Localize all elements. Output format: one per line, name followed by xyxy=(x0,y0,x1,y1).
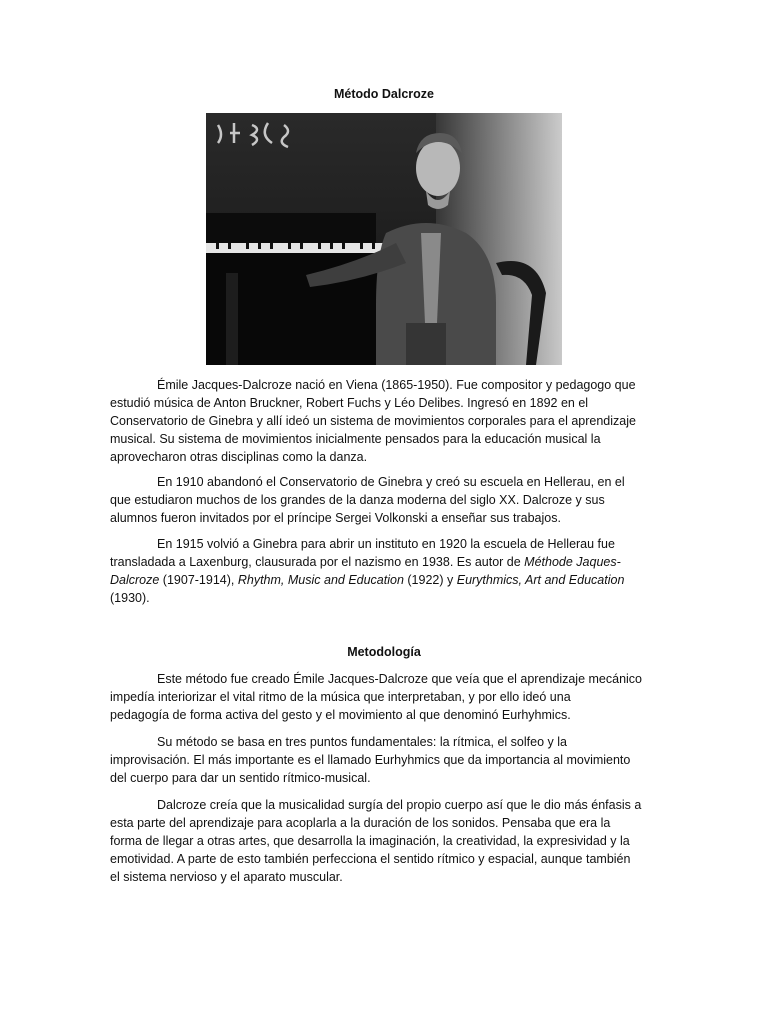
text-line: (1930). xyxy=(110,591,150,605)
text-line: En 1915 volvió a Ginebra para abrir un instituto en 1920 la escuela de Hellerau fue xyxy=(157,537,615,551)
text-line: alumnos fueron invitados por el príncipe Sergei Volkonski a enseñar sus trabajos. xyxy=(110,511,561,525)
section-title: Metodología xyxy=(347,645,421,659)
page-title: Método Dalcroze xyxy=(333,87,434,101)
text-line: que estudiaron muchos de los grandes de la danza moderna del siglo XX. Dalcroze y sus xyxy=(110,493,605,507)
text-line: forma de llegar a otras artes, que desarrolla la imaginación, la creatividad, la expresividad y la xyxy=(110,834,630,848)
book-title: Eurythmics, Art and Education xyxy=(456,573,625,587)
method-paragraph-2 xyxy=(110,733,658,787)
text-line: Su método se basa en tres puntos fundamentales: la rítmica, el solfeo y la xyxy=(157,735,567,749)
method-paragraph-1 xyxy=(110,670,658,724)
text-line: aprovecharon otras disciplinas como la danza. xyxy=(110,450,368,464)
text-line: emotividad. A parte de esto también perfecciona el sentido rítmico y espacial, aunque también xyxy=(110,852,631,866)
text-fragment: (1907-1914), xyxy=(159,573,238,587)
bio-paragraph-2 xyxy=(110,473,658,527)
text-line: del cuerpo para dar un sentido rítmico-musical. xyxy=(110,771,371,785)
text-line: el sistema nervioso y el aparato muscular. xyxy=(110,870,343,884)
book-title: Rhythm, Music and Education xyxy=(237,573,404,587)
method-paragraph-3 xyxy=(110,796,658,886)
text-line: improvisación. El más importante es el llamado Eurhyhmics que da importancia al movimiento xyxy=(110,753,631,767)
portrait-photo xyxy=(206,113,562,365)
text-line: Dalcroze creía que la musicalidad surgía del propio cuerpo así que le dio más énfasis a xyxy=(157,798,642,812)
text-line: Conservatorio de Ginebra y allí ideó un sistema de movimientos corporales para el aprendizaje xyxy=(110,414,636,428)
text-line: impedía interiorizar el vital ritmo de la música que interpretaban, y por ello ideó una xyxy=(110,690,571,704)
text-fragment: (1922) y xyxy=(403,573,457,587)
text-line: En 1910 abandonó el Conservatorio de Ginebra y creó su escuela en Hellerau, en el xyxy=(157,475,625,489)
text-line: pedagogía de forma activa del gesto y el movimiento al que denominó Eurhyhmics. xyxy=(110,708,571,722)
photo-illustration xyxy=(206,113,562,365)
book-title: Dalcroze xyxy=(110,573,160,587)
text-line: transladada a Laxenburg, clausurada por el nazismo en 1938. Es autor de xyxy=(110,555,525,569)
book-title: Méthode Jaques- xyxy=(524,555,621,569)
text-line: esta parte del aprendizaje para acoplarla a la duración de los sonidos. Pensaba que era la xyxy=(110,816,611,830)
text-line: estudió música de Anton Bruckner, Robert Fuchs y Léo Delibes. Ingresó en 1892 en el xyxy=(110,396,589,410)
text-line: musical. Su sistema de movimientos inicialmente pensados para la educación musical la xyxy=(110,432,601,446)
works-paragraph xyxy=(110,535,658,607)
text-line: Émile Jacques-Dalcroze nació en Viena (1865-1950). Fue compositor y pedagogo que xyxy=(157,378,636,392)
bio-paragraph-1 xyxy=(110,376,658,466)
text-line: Este método fue creado Émile Jacques-Dalcroze que veía que el aprendizaje mecánico xyxy=(157,672,642,686)
